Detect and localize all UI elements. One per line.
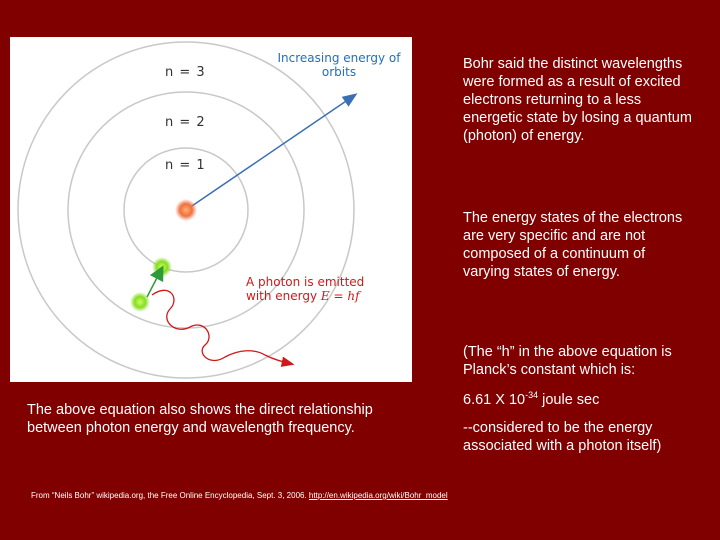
electron-initial xyxy=(152,257,172,277)
bohr-explanation-paragraph: Bohr said the distinct wavelengths were formed as a result of excited electrons returning to a less energetic state by losing a quantum (photon) of energy. xyxy=(463,56,692,144)
photon-caption-line1: A photon is emitted xyxy=(246,275,365,289)
planck-mantissa: 6.61 X 10 xyxy=(463,392,526,408)
planck-intro-paragraph: (The “h” in the above equation is Planck’s constant which is: xyxy=(463,344,672,378)
energy-states-paragraph: The energy states of the electrons are very specific and are not composed of a continuum of varying states of energy. xyxy=(463,210,683,280)
orbit-label-n2: n = 2 xyxy=(165,115,206,130)
photon-emitted-caption xyxy=(246,275,411,303)
bohr-model-figure xyxy=(10,37,412,382)
citation-text: From “Neils Bohr” wikipedia.org, the Free Online Encyclopedia, Sept. 3, 2006. xyxy=(31,491,309,500)
photon-energy-paragraph: --considered to be the energy associated with a photon itself) xyxy=(463,420,662,454)
planck-exponent: -34 xyxy=(525,390,539,401)
relationship-paragraph: The above equation also shows the direct relationship between photon energy and wavelength frequency. xyxy=(27,402,373,436)
photon-energy-formula: E = hf xyxy=(320,289,360,303)
nucleus xyxy=(175,199,197,221)
increasing-energy-caption: Increasing energy of orbits xyxy=(277,51,401,79)
source-citation xyxy=(31,491,448,500)
bohr-model-diagram xyxy=(10,37,412,382)
photon-caption-line2: with energy xyxy=(246,289,321,303)
electron-final xyxy=(130,292,150,312)
orbit-label-n3: n = 3 xyxy=(165,65,206,80)
planck-constant-value xyxy=(463,391,703,409)
planck-unit: joule sec xyxy=(538,392,600,408)
citation-link[interactable]: http://en.wikipedia.org/wiki/Bohr_model xyxy=(308,491,448,500)
orbit-label-n1: n = 1 xyxy=(165,158,206,173)
increasing-energy-arrow xyxy=(186,95,355,210)
